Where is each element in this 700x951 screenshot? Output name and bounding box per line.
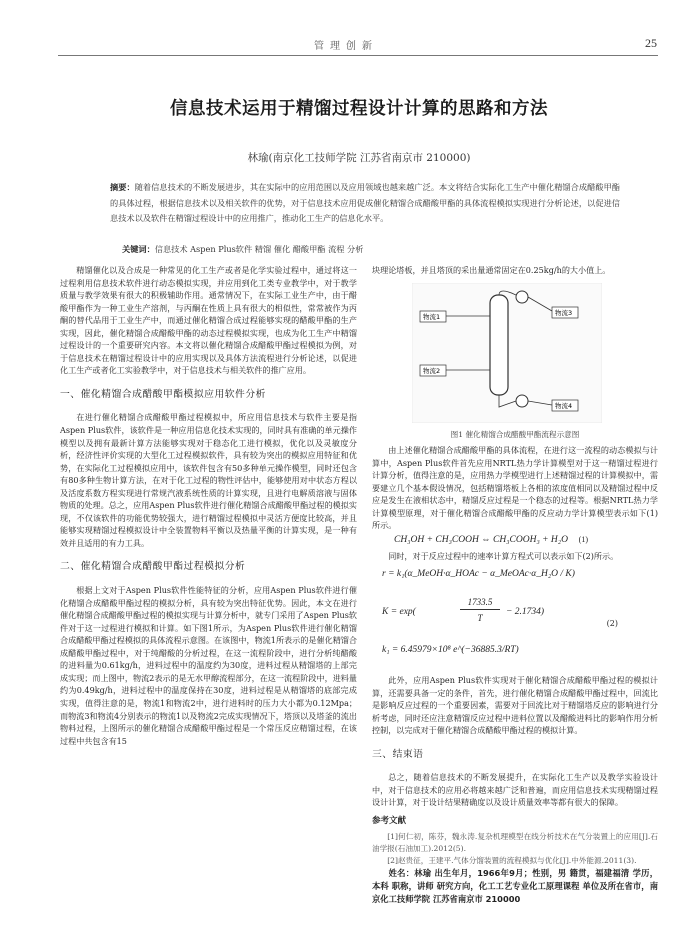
equation-2-number: (2) [606, 619, 618, 629]
equation-1-text: CH₃OH + CH₃COOH ⇔ CH₃COOH₃ + H₂O [394, 534, 568, 545]
figure-caption: 图1 催化精馏合成醋酸甲酯流程示意图 [450, 429, 580, 439]
equilibrium-denominator: T [477, 613, 483, 624]
condenser-icon [516, 291, 528, 303]
article-title: 信息技术运用于精馏过程设计计算的思路和方法 [170, 99, 548, 119]
abstract-label: 摘要： [110, 182, 135, 192]
references-heading: 参考文献 [372, 815, 407, 826]
abstract [110, 180, 620, 227]
stream-2-label: 物流2 [423, 366, 441, 375]
continued-paragraph: 块理论塔板，并且塔顶的采出量通常固定在0.25kg/h的大小值上。 [372, 265, 611, 275]
model-paragraph: 由上述催化精馏合成醋酸甲酯的具体流程，在进行这一流程的动态模拟与计算中，Aspen Plus软件首先应用NRTL热力学计算模型对于这一精馏过程进行计算分析，值得注意的是，应用热力学模型进行上述精馏过程的计算模拟中，需要建立几个基本假设情况，包括精馏塔板上各相的浓度值相同以及精馏过程中反应是发生在液相状态中，精馏反应过程是一个稳态的过程等。根据NRTL热力学计算模型原理，对于催化精馏合成醋酸甲酯的反应动力学计算模型表示如下(1)所示。 [372, 445, 658, 531]
header-rule [58, 55, 658, 56]
conclusion-paragraph: 总之，随着信息技术的不断发展提升，在实际化工生产以及教学实验设计中，对于信息技术的应用必将越来越广泛和普遍，而应用信息技术实现精馏过程设计计算，对于设计结果精确度以及设计质量效率等都有很大的保障。 [372, 772, 658, 808]
equilibrium-numerator: 1733.5 [460, 596, 500, 610]
author-bio: 姓名：林瑜 出生年月，1966年9月；性别，男 籍贯，福建福清 学历，本科 职称，讲师 研究方向，化工工艺专业化工原理课程 单位及所在省市，南京化工技师学院 江苏省南京市 210000 [372, 868, 658, 905]
reference-2: [2]赵贵征，王建平.气体分馏装置的流程模拟与优化[J].中外能源.2011(3). [387, 856, 637, 866]
journal-section-label: 管理创新 [314, 41, 378, 52]
conditions-paragraph: 此外，应用Aspen Plus软件实现对于催化精馏合成醋酸甲酯过程的模拟计算，还需要具备一定的条件，首先，进行催化精馏合成醋酸甲酯过程中，回流比是影响反应过程的一个重要因素，需要对于回流比对于精馏塔反应的影响进行分析考虑，同时还应注意精馏反应过程中进料位置以及醋酸进料比的影响作用分析控制，以完成对于催化精馏合成醋酸甲酯过程的模拟计算。 [372, 675, 658, 736]
equation-1-number: (1) [578, 534, 588, 544]
reference-1: [1]何仁初，陈芬，魏永涛.复杂机理模型在线分析技术在气分装置上的应用[J].石油学报(石油加工).2012(5). [372, 832, 658, 854]
distillation-flow-diagram [412, 283, 602, 423]
abstract-text: 随着信息技术的不断发展进步，其在实际中的应用范围以及应用领域也越来越广泛。本文将结合实际化工生产中催化精馏合成醋酸甲酯的具体过程，根据信息技术以及相关软件的优势，对于信息技术应用促成催化精馏合成醋酸甲酯的具体流程模拟实现进行分析论述，以促进信息技术以及软件在精馏过程设计中的应用推广，推动化工生产的信息化水平。 [110, 182, 620, 224]
stream-4-label: 物流4 [555, 401, 573, 410]
equation-1 [394, 534, 658, 547]
left-column [60, 264, 357, 747]
section-3-heading: 三、结束语 [372, 748, 424, 760]
section-1-paragraph: 在进行催化精馏合成醋酸甲酯过程模拟中，所应用信息技术与软件主要是指Aspen Plus软件，该软件是一种应用信息化技术实现的，同时具有准确的单元操作模型以及拥有最新计算方法能够实现对于稳态化工进行模拟，优化以及灵敏度分析，经济性评价实现的大型化工过程模拟软件，具有较为突出的模拟应用特征和优势，在实际化工过程模拟应用中，该软件包含有50多种单元操作模型，同时还包含有80多种生物计算方法，在对于化工过程的物性评估中，能够使用对中状态方程以及活度系数方程实现进行常规汽液系统性质的计算实现，且进行电解质溶液与固体物质的处理。总之，应用Aspen Plus软件进行催化精馏合成醋酸甲酯过程的模拟实现，不仅该软件的功能优势较强大，进行精馏过程模拟中灵活方便度比较高，并且能够实现精馏过程模拟设计中全装置物料平衡以及热量平衡的计算实现，是一种有效并且适用的有力工具。 [60, 412, 357, 548]
equilibrium-equation-lead: K = exp( [382, 607, 416, 618]
keywords-label: 关键词： [122, 244, 155, 254]
equilibrium-equation-tail: − 2.1734) [506, 607, 545, 618]
keywords [122, 244, 363, 255]
rate-paragraph: 同时，对于反应过程中的速率计算方程式可以表示如下(2)所示。 [388, 551, 619, 562]
intro-paragraph: 精馏催化以及合成是一种常见的化工生产或者是化学实验过程中，通过将这一过程利用信息技术软件进行动态模拟实现，并应用到化工类专业教学中，对于教学质量与教学效果有很大的积极辅助作用。通常情况下，在实际工业生产中，由于醋酸甲酯作为一种工业生产溶剂，与丙酮在性质上具有很大的相似性，常常被作为丙酮的替代品用于工业生产中，而通过催化精馏合成过程能够实现的醋酸甲酯的生产实现，因此，催化精馏合成醋酸甲酯的动态过程模拟实现，也成为化工生产中精馏过程设计的一个重要研究内容。本文将以催化精馏合成醋酸甲酯过程模拟为例，对于信息技术在精馏过程设计中的应用实现以及具体方法流程进行分析论述，以促进化工生产或者化工实验教学中，对于信息技术与相关软件的推广应用。 [60, 265, 357, 376]
equation-2 [372, 566, 658, 666]
process-flow-figure [372, 283, 658, 425]
reboiler-icon [516, 395, 528, 407]
section-2-heading: 二、催化精馏合成醋酸甲酯过程模拟分析 [60, 561, 246, 573]
stream-3-label: 物流3 [555, 308, 573, 317]
right-column [372, 264, 658, 906]
keywords-text: 信息技术 Aspen Plus软件 精馏 催化 醋酸甲酯 流程 分析 [154, 244, 364, 254]
stream-1-label: 物流1 [423, 312, 441, 321]
page-number: 25 [645, 36, 657, 50]
section-1-heading: 一、催化精馏合成醋酸甲酯模拟应用软件分析 [60, 388, 266, 400]
distillation-column [490, 295, 508, 395]
rate-constant-equation: k₁ = 6.45979×10⁸ e^(−36885.3/RT) [382, 645, 519, 656]
rate-equation: r = k₁(α_MeOH·α_HOAc − α_MeOAc·α_H₂O / K) [382, 569, 575, 580]
section-2-paragraph: 根据上文对于Aspen Plus软件性能特征的分析，应用Aspen Plus软件进行催化精馏合成醋酸甲酯过程的模拟分析，具有较为突出特征优势。因此，本文在进行催化精馏合成醋酸甲酯过程的模拟实现与计算分析中，就专门采用了Aspen Plus软件对于这一过程进行模拟和计算。如下图1所示，为Aspen Plus软件进行催化精馏合成醋酸甲酯过程模拟的具体流程示意图。在该图中，物流1所表示的是催化精馏合成醋酸甲酯过程中，对于纯醋酸的分析过程，在这一流程阶段中，进行分析纯醋酸的进料量为0.61kg/h，进料过程中的温度约为30度，进料过程从精馏塔的上部完成实现；而上图中，物流2表示的是无水甲醇流程部分，在这一流程阶段中，进料量约为0.49kg/h，进料过程中的温度保持在30度，进料过程是从精馏塔的底部完成实现，值得注意的是，物流1和物流2中，进行进料时的压力大小都为0.12Mpa；而物流3和物流4分别表示的物流1以及物流2完成实现情况下，塔顶以及塔釜的流出物料过程，上图所示的催化精馏合成醋酸甲酯过程是一个常压反应精馏过程，在该过程中共包含有15 [60, 585, 357, 746]
author-line: 林瑜(南京化工技师学院 江苏省南京市 210000) [247, 152, 471, 164]
